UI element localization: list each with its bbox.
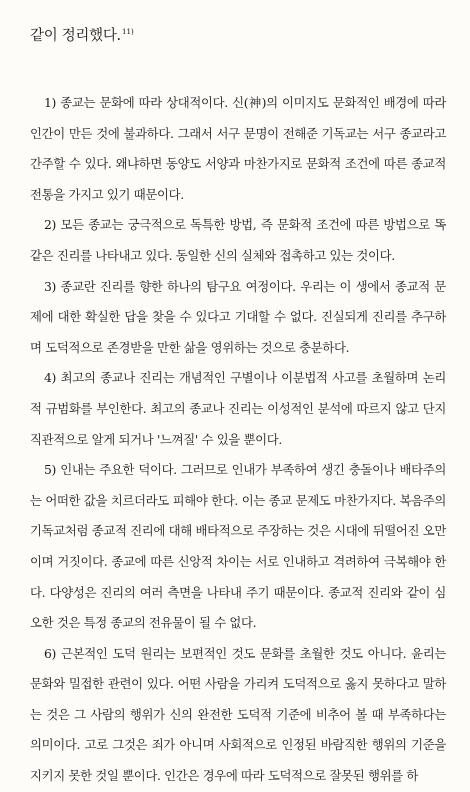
footnote-marker: 11) [121,27,134,36]
paragraph-3: 3) 종교란 진리를 향한 하나의 탐구요 여정이다. 우리는 이 생에서 종교적 문제에 대한 확실한 답을 찾을 수 있다고 기대할 수 없다. 진실되게 진리를 추구하며 도덕적으로 존경받을 만한 삶을 영위하는 것으로 충분하다. [30,278,446,355]
paragraph-5: 5) 인내는 주요한 덕이다. 그러므로 인내가 부족하여 생긴 충돌이나 배타주의는 어떠한 값을 치르더라도 피해야 한다. 이는 종교 문제도 마찬가지다. 복음주의 기독교처럼 종교적 진리에 대해 배타적으로 주장하는 것은 시대에 뒤떨어진 오만이며 거짓이다. 종교에 따른 신앙적 차이는 서로 인내하고 격려하여 극복해야 한다. 다양성은 진리의 여러 측면을 나타내 주기 때문이다. 종교적 진리와 같이 심오한 것은 특정 종교의 전유물이 될 수 없다. [30,462,446,631]
paragraph-1: 1) 종교는 문화에 따라 상대적이다. 신(神)의 이미지도 문화적인 배경에 따라 인간이 만든 것에 불과하다. 그래서 서구 문명이 전해준 기독교는 서구 종교라고 간주할 수 있다. 왜냐하면 동양도 서양과 마찬가지로 문화적 조건에 따른 종교적 전통을 가지고 있기 때문이다. [30,95,446,202]
intro-text: 같이 정리했다. [30,28,121,44]
paragraph-6: 6) 근본적인 도덕 원리는 보편적인 것도 문화를 초월한 것도 아니다. 윤리는 문화와 밀접한 관련이 있다. 어떤 사람을 가리켜 도덕적으로 옳지 못하다고 말하는 것은 그 사람의 행위가 신의 완전한 도덕적 기준에 비추어 볼 때 부족하다는 의미이다. 고로 그것은 죄가 아니며 사회적으로 인정된 바람직한 행위의 기준을 지키지 못한 것일 뿐이다. 인간은 경우에 따라 도덕적으로 잘못된 행위를 하 [30,645,446,784]
intro-line [30,22,446,46]
paragraph-2: 2) 모든 종교는 궁극적으로 독특한 방법, 즉 문화적 조건에 따른 방법으로 똑같은 진리를 나타내고 있다. 동일한 신의 실체와 접촉하고 있는 것이다. [30,217,446,263]
paragraph-4: 4) 최고의 종교나 진리는 개념적인 구별이나 이분법적 사고를 초월하며 논리적 규범화를 부인한다. 최고의 종교나 진리는 이성적인 분석에 따르지 않고 단지 직관적으로 알게 되거나 '느껴질' 수 있을 뿐이다. [30,370,446,447]
